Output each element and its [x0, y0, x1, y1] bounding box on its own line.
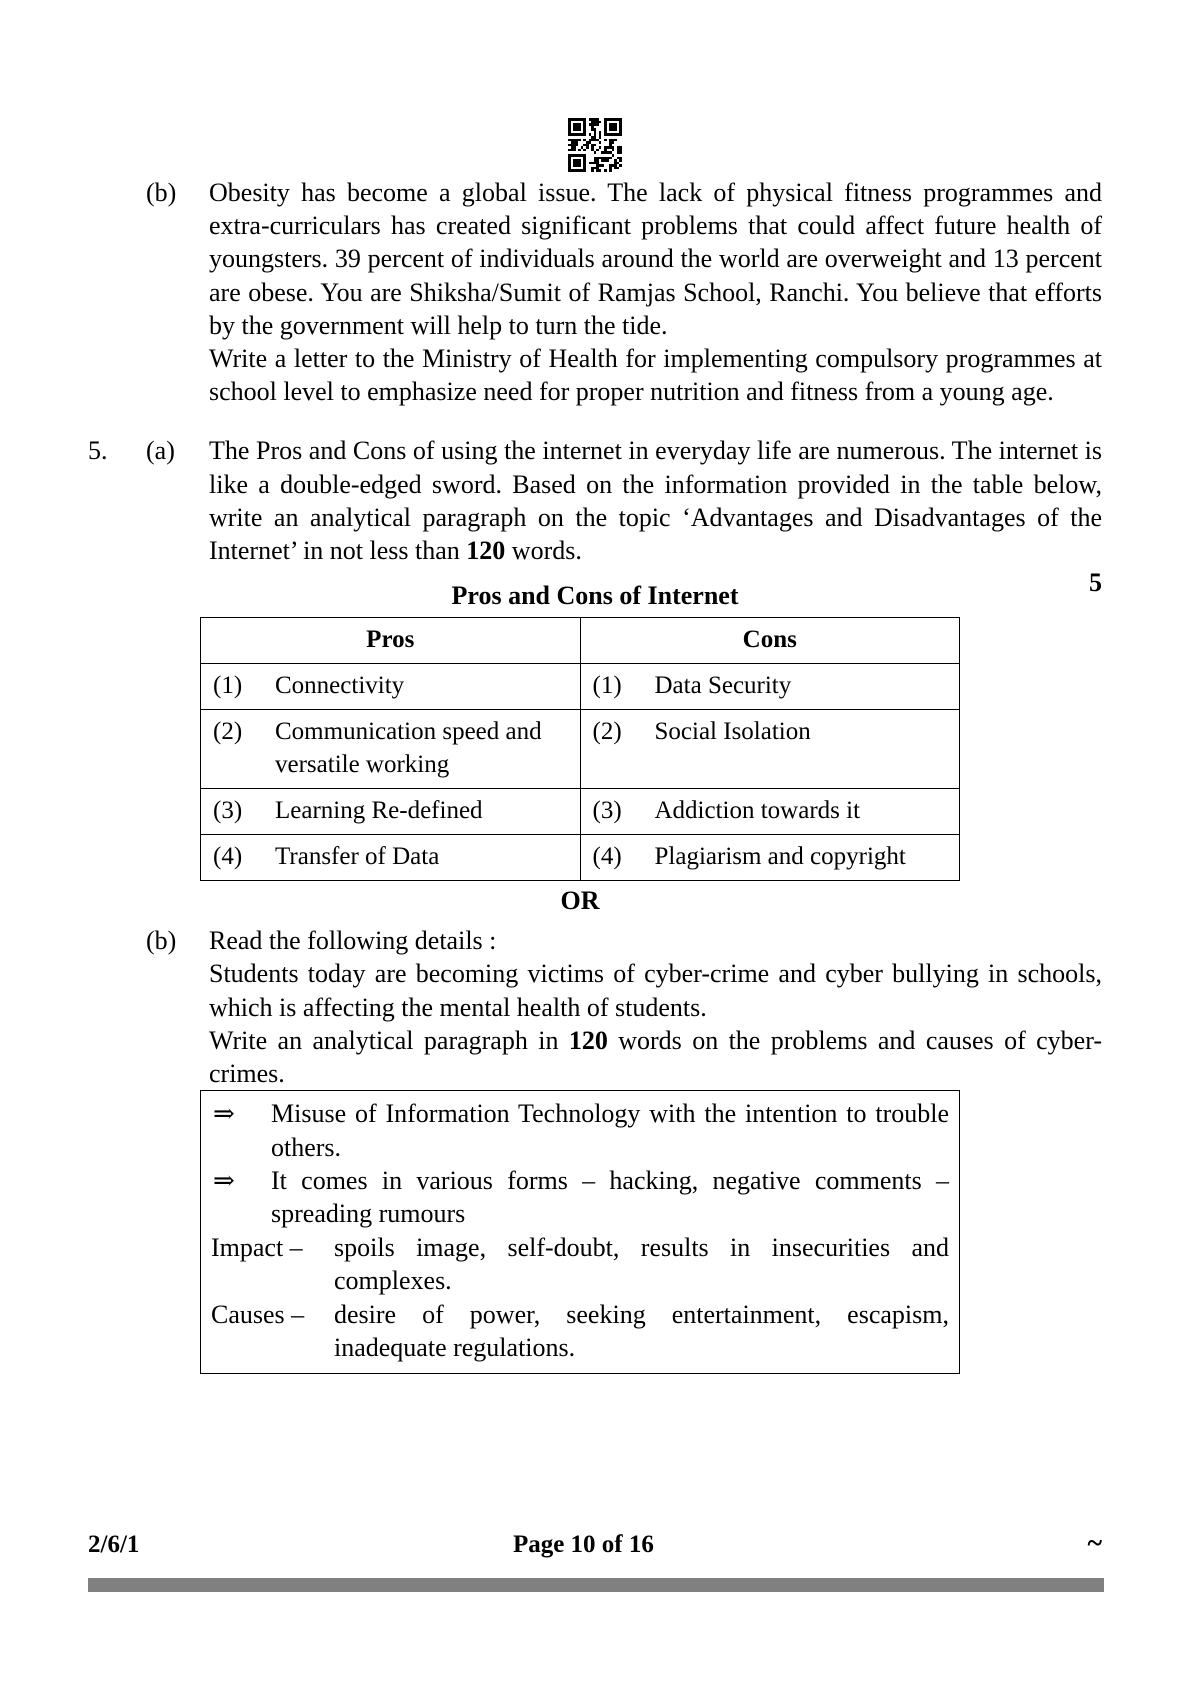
cyber-crime-causes-row	[211, 1298, 949, 1365]
pro-text: Transfer of Data	[275, 843, 440, 871]
question-5a-text-post: words.	[505, 536, 582, 566]
table-cell-con	[580, 789, 960, 835]
footer-page-number: Page 10 of 16	[512, 1531, 654, 1558]
pro-index: (4)	[213, 843, 243, 871]
page-footer	[88, 1528, 1102, 1560]
question-5a-label: (a)	[146, 436, 175, 466]
question-5a-body	[209, 434, 1102, 567]
question-5a-text	[209, 434, 1102, 567]
table-cell-pro	[201, 789, 581, 835]
question-5b-line-3	[209, 1024, 1102, 1090]
con-index: (2)	[592, 718, 622, 746]
pro-text: Communication speed and versatile working	[275, 718, 542, 779]
table-row	[201, 664, 960, 710]
question-5b-line-2: Students today are becoming victims of cyber-crime and cyber bullying in schools, which is affecting the mental health of students.	[209, 959, 1102, 1022]
pro-index: (2)	[213, 718, 243, 746]
footer-tilde-mark: ~	[1087, 1528, 1102, 1559]
question-4b-paragraph-1: Obesity has become a global issue. The lack of physical fitness programmes and extra-curriculars has created significant problems that could affect future health of youngsters. 39 percent of individuals around the world are overweight and 13 percent are obese. You are Shiksha/Sumit of Ramjas School, Ranchi. You believe that efforts by the government will help to turn the tide.	[209, 178, 1102, 340]
con-index: (1)	[592, 672, 622, 700]
cyber-crime-impact-text: spoils image, self-doubt, results in insecurities and complexes.	[334, 1232, 949, 1296]
question-5b	[88, 924, 1102, 1090]
or-divider: OR	[560, 886, 600, 916]
cyber-crime-bullet	[211, 1164, 949, 1231]
question-4b-body	[209, 176, 1102, 408]
con-index: (4)	[592, 843, 622, 871]
cyber-crime-impact-row	[211, 1231, 949, 1298]
question-5b-line-3-pre: Write an analytical paragraph in	[209, 1025, 569, 1055]
table-row	[201, 789, 960, 835]
con-index: (3)	[592, 797, 622, 825]
table-row	[201, 835, 960, 881]
cyber-crime-bullet-text: It comes in various forms – hacking, negative comments – spreading rumours	[271, 1166, 949, 1229]
table-cell-pro	[201, 664, 581, 710]
pro-index: (3)	[213, 797, 243, 825]
question-5a-word-count: 120	[466, 536, 506, 566]
table-caption: Pros and Cons of Internet	[451, 581, 739, 611]
double-arrow-icon: ⇒	[213, 1099, 235, 1129]
cyber-crime-impact-label: Impact –	[211, 1232, 303, 1262]
double-arrow-icon: ⇒	[213, 1166, 235, 1196]
table-cell-pro	[201, 835, 581, 881]
pro-index: (1)	[213, 672, 243, 700]
con-text: Data Security	[654, 672, 792, 700]
question-5b-line-1: Read the following details :	[209, 926, 497, 956]
page-content	[88, 176, 1102, 1374]
question-5b-body	[209, 924, 1102, 1090]
qr-code-container	[0, 118, 1190, 172]
table-cell-con	[580, 710, 960, 789]
con-text: Social Isolation	[654, 718, 811, 746]
cyber-crime-box	[200, 1090, 960, 1373]
table-row	[201, 710, 960, 789]
cyber-crime-causes-label: Causes –	[211, 1299, 305, 1329]
footer-bar	[88, 1578, 1104, 1592]
cyber-crime-causes-text: desire of power, seeking entertainment, escapism, inadequate regulations.	[334, 1299, 949, 1363]
question-5b-word-count: 120	[568, 1025, 608, 1055]
question-4b	[88, 176, 1102, 408]
table-cell-con	[580, 835, 960, 881]
qr-code-icon	[568, 118, 622, 172]
question-5b-line-3-post: words on the problems and causes of cyber-crimes.	[209, 1025, 1102, 1089]
question-5b-label: (b)	[146, 926, 177, 956]
table-header-row	[201, 618, 960, 664]
question-5-number: 5.	[88, 436, 108, 466]
question-4b-paragraph-2: Write a letter to the Ministry of Health for implementing compulsory programmes at school level to emphasize need for proper nutrition and fitness from a young age.	[209, 344, 1102, 407]
cyber-crime-bullet-text: Misuse of Information Technology with the intention to trouble others.	[271, 1099, 949, 1162]
table-header-pros: Pros	[201, 618, 581, 664]
pros-cons-table	[200, 617, 960, 881]
question-4b-label: (b)	[146, 178, 177, 207]
con-text: Plagiarism and copyright	[654, 843, 906, 871]
table-cell-con	[580, 664, 960, 710]
con-text: Addiction towards it	[654, 797, 861, 825]
table-body	[201, 664, 960, 881]
pro-text: Connectivity	[275, 672, 405, 700]
table-header-cons: Cons	[580, 618, 960, 664]
footer-paper-code: 2/6/1	[88, 1531, 140, 1558]
table-cell-pro	[201, 710, 581, 789]
pro-text: Learning Re-defined	[275, 797, 483, 825]
question-5a-marks: 5	[1089, 568, 1102, 598]
question-5a-text-pre: The Pros and Cons of using the internet in everyday life are numerous. The internet is like a double-edged sword. Based on the information provided in the table below, write an analytical paragraph on the topic ‘Advantages and Disadvantages of the Internet’ in not less than	[209, 436, 1102, 566]
cyber-crime-bullet	[211, 1097, 949, 1164]
